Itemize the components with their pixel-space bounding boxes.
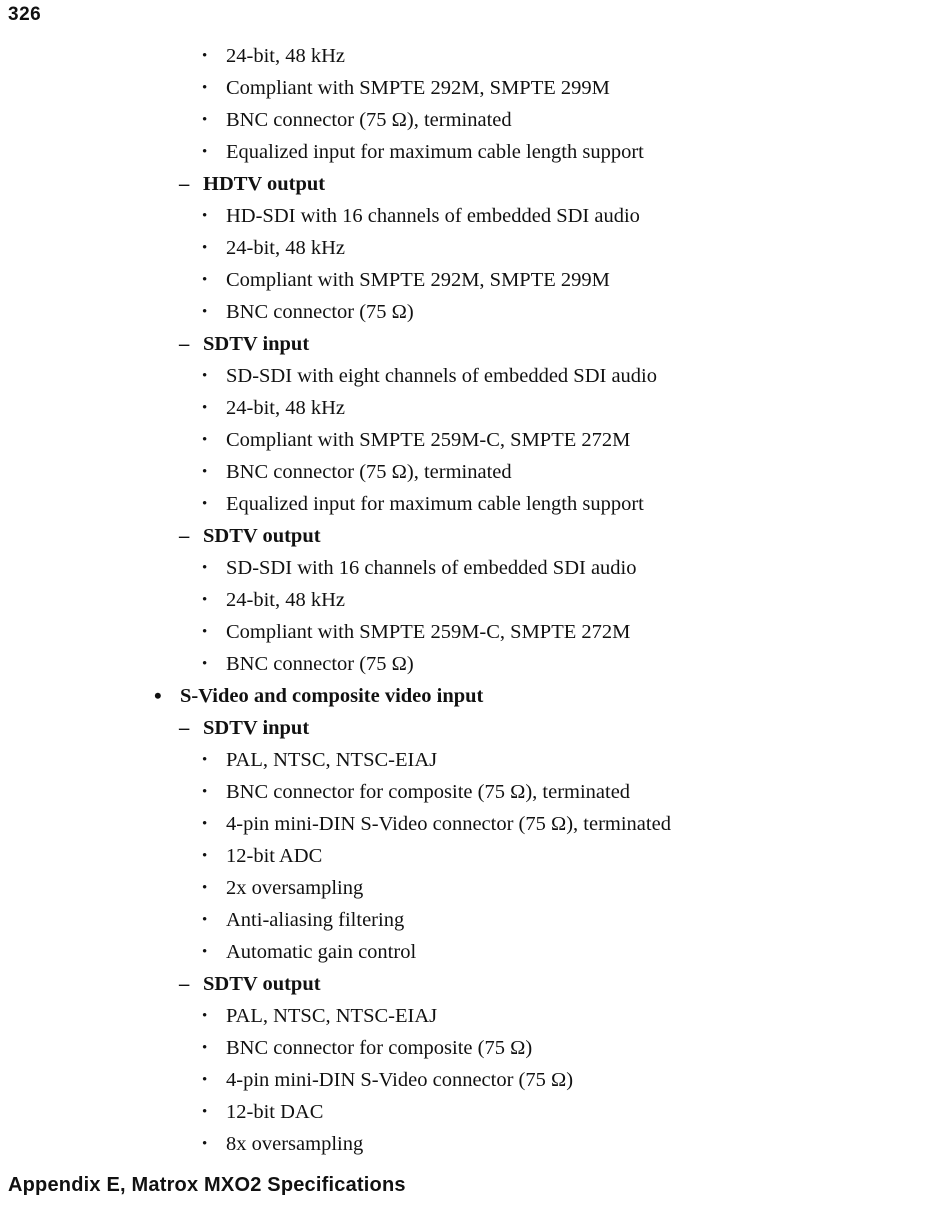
list-item-text: SD-SDI with 16 channels of embedded SDI audio bbox=[226, 557, 637, 579]
dash-marker: – bbox=[179, 173, 190, 195]
list-item bbox=[0, 776, 950, 808]
list-item bbox=[0, 840, 950, 872]
bullet-marker: • bbox=[202, 944, 208, 960]
subsection-heading bbox=[0, 520, 950, 552]
bullet-marker: • bbox=[202, 272, 208, 288]
bullet-marker: • bbox=[154, 683, 162, 708]
list-item-text: Compliant with SMPTE 259M-C, SMPTE 272M bbox=[226, 621, 631, 643]
list-item bbox=[0, 264, 950, 296]
bullet-marker: • bbox=[202, 1136, 208, 1152]
bullet-marker: • bbox=[202, 1008, 208, 1024]
bullet-marker: • bbox=[202, 880, 208, 896]
spec-list bbox=[0, 40, 950, 1160]
bullet-marker: • bbox=[202, 464, 208, 480]
list-item bbox=[0, 104, 950, 136]
bullet-marker: • bbox=[202, 784, 208, 800]
bullet-marker: • bbox=[202, 848, 208, 864]
list-item-text: PAL, NTSC, NTSC-EIAJ bbox=[226, 749, 438, 771]
list-item bbox=[0, 808, 950, 840]
bullet-marker: • bbox=[202, 816, 208, 832]
list-item-text: 24-bit, 48 kHz bbox=[226, 397, 345, 419]
section-heading-text: S-Video and composite video input bbox=[180, 685, 484, 707]
bullet-marker: • bbox=[202, 400, 208, 416]
bullet-marker: • bbox=[202, 752, 208, 768]
list-item bbox=[0, 1000, 950, 1032]
bullet-marker: • bbox=[202, 208, 208, 224]
list-item-text: SD-SDI with eight channels of embedded SDI audio bbox=[226, 365, 657, 387]
list-item bbox=[0, 1064, 950, 1096]
list-item-text: BNC connector (75 Ω) bbox=[226, 301, 414, 323]
section-heading bbox=[0, 680, 950, 712]
list-item bbox=[0, 1096, 950, 1128]
list-item-text: Anti-aliasing filtering bbox=[226, 909, 405, 931]
list-item-text: Compliant with SMPTE 259M-C, SMPTE 272M bbox=[226, 429, 631, 451]
list-item bbox=[0, 40, 950, 72]
subsection-heading-text: SDTV output bbox=[203, 525, 321, 547]
bullet-marker: • bbox=[202, 624, 208, 640]
list-item bbox=[0, 1128, 950, 1160]
bullet-marker: • bbox=[202, 560, 208, 576]
list-item-text: BNC connector (75 Ω), terminated bbox=[226, 109, 512, 131]
list-item bbox=[0, 392, 950, 424]
bullet-marker: • bbox=[202, 80, 208, 96]
list-item bbox=[0, 552, 950, 584]
list-item bbox=[0, 584, 950, 616]
bullet-marker: • bbox=[202, 496, 208, 512]
list-item-text: Compliant with SMPTE 292M, SMPTE 299M bbox=[226, 77, 610, 99]
bullet-marker: • bbox=[202, 1040, 208, 1056]
subsection-heading bbox=[0, 168, 950, 200]
list-item bbox=[0, 232, 950, 264]
bullet-marker: • bbox=[202, 656, 208, 672]
subsection-heading-text: SDTV input bbox=[203, 717, 310, 739]
page-number: 326 bbox=[8, 4, 42, 25]
list-item-text: BNC connector (75 Ω), terminated bbox=[226, 461, 512, 483]
bullet-marker: • bbox=[202, 1104, 208, 1120]
bullet-marker: • bbox=[202, 144, 208, 160]
list-item bbox=[0, 936, 950, 968]
list-item bbox=[0, 488, 950, 520]
list-item bbox=[0, 296, 950, 328]
list-item-text: BNC connector (75 Ω) bbox=[226, 653, 414, 675]
bullet-marker: • bbox=[202, 368, 208, 384]
list-item bbox=[0, 648, 950, 680]
dash-marker: – bbox=[179, 973, 190, 995]
subsection-heading-text: SDTV input bbox=[203, 333, 310, 355]
subsection-heading-text: SDTV output bbox=[203, 973, 321, 995]
list-item-text: 4-pin mini-DIN S-Video connector (75 Ω) bbox=[226, 1069, 574, 1091]
list-item-text: BNC connector for composite (75 Ω) bbox=[226, 1037, 533, 1059]
subsection-heading bbox=[0, 712, 950, 744]
list-item-text: 12-bit DAC bbox=[226, 1101, 324, 1123]
bullet-marker: • bbox=[202, 304, 208, 320]
dash-marker: – bbox=[179, 717, 190, 739]
list-item bbox=[0, 424, 950, 456]
list-item bbox=[0, 616, 950, 648]
list-item bbox=[0, 904, 950, 936]
list-item-text: 4-pin mini-DIN S-Video connector (75 Ω), terminated bbox=[226, 813, 671, 835]
list-item-text: Automatic gain control bbox=[226, 941, 417, 963]
list-item bbox=[0, 744, 950, 776]
list-item bbox=[0, 360, 950, 392]
subsection-heading-text: HDTV output bbox=[203, 173, 326, 195]
subsection-heading bbox=[0, 968, 950, 1000]
list-item bbox=[0, 72, 950, 104]
bullet-marker: • bbox=[202, 48, 208, 64]
list-item-text: BNC connector for composite (75 Ω), terminated bbox=[226, 781, 631, 803]
bullet-marker: • bbox=[202, 240, 208, 256]
list-item-text: 24-bit, 48 kHz bbox=[226, 237, 345, 259]
list-item-text: Compliant with SMPTE 292M, SMPTE 299M bbox=[226, 269, 610, 291]
list-item-text: 12-bit ADC bbox=[226, 845, 323, 867]
list-item-text: 8x oversampling bbox=[226, 1133, 364, 1155]
dash-marker: – bbox=[179, 333, 190, 355]
dash-marker: – bbox=[179, 525, 190, 547]
list-item-text: 2x oversampling bbox=[226, 877, 364, 899]
bullet-marker: • bbox=[202, 1072, 208, 1088]
list-item bbox=[0, 136, 950, 168]
bullet-marker: • bbox=[202, 112, 208, 128]
bullet-marker: • bbox=[202, 912, 208, 928]
list-item bbox=[0, 872, 950, 904]
bullet-marker: • bbox=[202, 592, 208, 608]
list-item-text: Equalized input for maximum cable length support bbox=[226, 141, 644, 163]
list-item-text: 24-bit, 48 kHz bbox=[226, 589, 345, 611]
list-item-text: 24-bit, 48 kHz bbox=[226, 45, 345, 67]
list-item bbox=[0, 456, 950, 488]
list-item bbox=[0, 200, 950, 232]
footer-title: Appendix E, Matrox MXO2 Specifications bbox=[8, 1174, 406, 1196]
list-item-text: Equalized input for maximum cable length support bbox=[226, 493, 644, 515]
subsection-heading bbox=[0, 328, 950, 360]
list-item bbox=[0, 1032, 950, 1064]
list-item-text: HD-SDI with 16 channels of embedded SDI audio bbox=[226, 205, 640, 227]
bullet-marker: • bbox=[202, 432, 208, 448]
list-item-text: PAL, NTSC, NTSC-EIAJ bbox=[226, 1005, 438, 1027]
